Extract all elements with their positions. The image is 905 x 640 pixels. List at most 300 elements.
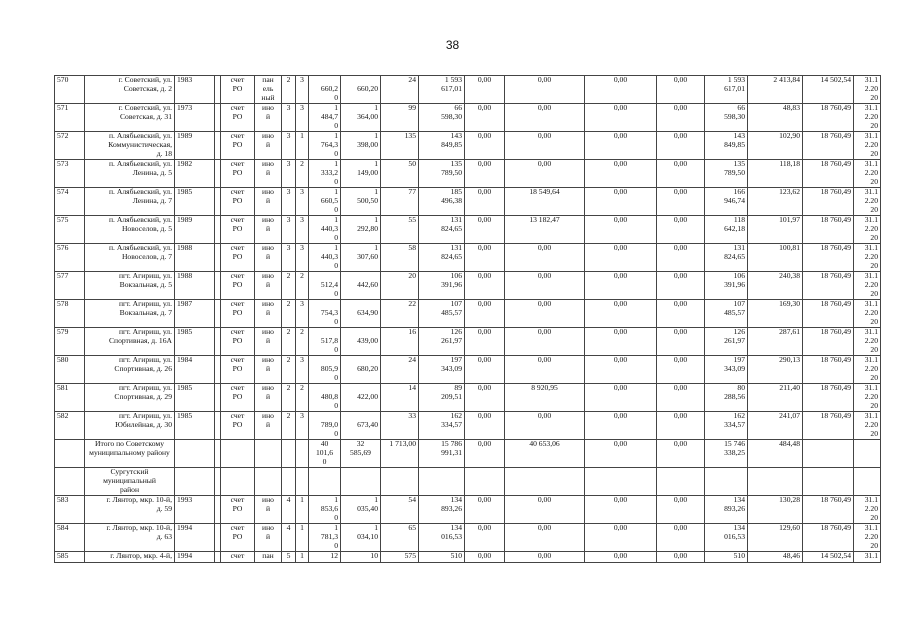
table-row	[55, 104, 881, 132]
cell-total-cost: 1 593 617,01	[419, 76, 465, 104]
table-row	[55, 384, 881, 412]
cell-total-cost: 66 598,30	[419, 104, 465, 132]
cell-floors: 3	[282, 132, 296, 160]
cell-unit-cost: 129,60	[748, 523, 803, 551]
cell-deadline: 31.1 2.20 20	[854, 216, 881, 244]
cell-entrances: 3	[296, 300, 309, 328]
cell-max-cost: 18 760,49	[803, 495, 854, 523]
cell-fund-total: 126 261,97	[705, 328, 748, 356]
cell-empty	[175, 440, 215, 468]
cell-year: 1994	[175, 523, 215, 551]
cell-empty	[854, 468, 881, 496]
cell-living-area: 1 292,80	[341, 216, 381, 244]
cell-regional-funds: 0,00	[505, 356, 585, 384]
cell-residents: 575	[381, 551, 419, 562]
cell-empty	[296, 440, 309, 468]
cell-federal-funds: 0,00	[465, 551, 505, 562]
cell-living-area: 660,20	[341, 76, 381, 104]
cell-unit-cost: 48,46	[748, 551, 803, 562]
cell-total-area: 754,3 0	[309, 300, 341, 328]
cell-total-area: 1 660,5 0	[309, 188, 341, 216]
table-row	[55, 300, 881, 328]
cell-living-area: 1 034,10	[341, 523, 381, 551]
cell-residents: 16	[381, 328, 419, 356]
cell-account: счет РО	[221, 412, 255, 440]
cell-empty	[282, 468, 296, 496]
cell-deadline: 31.1 2.20 20	[854, 495, 881, 523]
cell-living-area: 439,00	[341, 328, 381, 356]
cell-fund-total: 66 598,30	[705, 104, 748, 132]
cell-local-funds: 0,00	[585, 356, 657, 384]
cell-empty	[55, 440, 85, 468]
cell-fund-total: 1 593 617,01	[705, 76, 748, 104]
cell-living-area: 1 500,50	[341, 188, 381, 216]
cell-total-cost: 185 496,38	[419, 188, 465, 216]
cell-fund-total: 106 391,96	[705, 272, 748, 300]
cell-total-area: 512,4 0	[309, 272, 341, 300]
cell-wall-material: ино й	[255, 104, 282, 132]
cell-floors: 3	[282, 244, 296, 272]
cell-total-cost: 134 016,53	[419, 523, 465, 551]
cell-year: 1984	[175, 356, 215, 384]
cell-empty	[175, 468, 215, 496]
cell-number: 581	[55, 384, 85, 412]
total-unit-cost: 484,48	[748, 440, 803, 468]
cell-unit-cost: 101,97	[748, 216, 803, 244]
cell-total-cost: 131 824,65	[419, 216, 465, 244]
cell-year: 1985	[175, 188, 215, 216]
total-area: 40 101,6 0	[309, 440, 341, 468]
cell-account: счет РО	[221, 160, 255, 188]
cell-residents: 24	[381, 76, 419, 104]
cell-max-cost: 18 760,49	[803, 244, 854, 272]
cell-total-cost: 162 334,57	[419, 412, 465, 440]
cell-residents: 50	[381, 160, 419, 188]
cell-year: 1987	[175, 300, 215, 328]
cell-wall-material: ино й	[255, 523, 282, 551]
cell-fund-total: 143 849,85	[705, 132, 748, 160]
cell-total-area: 1 853,6 0	[309, 495, 341, 523]
cell-floors: 5	[282, 551, 296, 562]
cell-address: п. Алябьевский, ул. Новоселов, д. 5	[85, 216, 175, 244]
cell-federal-funds: 0,00	[465, 523, 505, 551]
cell-total-area: 1 781,3 0	[309, 523, 341, 551]
cell-total-cost: 143 849,85	[419, 132, 465, 160]
cell-living-area: 673,40	[341, 412, 381, 440]
cell-max-cost: 18 760,49	[803, 216, 854, 244]
cell-federal-funds: 0,00	[465, 356, 505, 384]
cell-account: счет РО	[221, 76, 255, 104]
cell-federal-funds: 0,00	[465, 76, 505, 104]
cell-entrances: 3	[296, 188, 309, 216]
cell-regional-funds: 0,00	[505, 300, 585, 328]
cell-fund-total: 197 343,09	[705, 356, 748, 384]
cell-unit-cost: 169,30	[748, 300, 803, 328]
cell-max-cost: 18 760,49	[803, 132, 854, 160]
cell-federal-funds: 0,00	[465, 132, 505, 160]
cell-fund-total: 118 642,18	[705, 216, 748, 244]
table-row	[55, 328, 881, 356]
cell-empty	[705, 468, 748, 496]
table-row	[55, 412, 881, 440]
cell-federal-funds: 0,00	[465, 244, 505, 272]
total-federal: 0,00	[465, 440, 505, 468]
table-row	[55, 76, 881, 104]
cell-federal-funds: 0,00	[465, 160, 505, 188]
cell-wall-material: ино й	[255, 328, 282, 356]
cell-number: 582	[55, 412, 85, 440]
cell-number: 577	[55, 272, 85, 300]
cell-unit-cost: 211,40	[748, 384, 803, 412]
cell-owner-funds: 0,00	[657, 300, 705, 328]
cell-fund-total: 107 485,57	[705, 300, 748, 328]
cell-wall-material: ино й	[255, 160, 282, 188]
cell-residents: 99	[381, 104, 419, 132]
cell-year: 1985	[175, 328, 215, 356]
cell-regional-funds: 0,00	[505, 160, 585, 188]
cell-floors: 2	[282, 384, 296, 412]
table-row	[55, 272, 881, 300]
cell-regional-funds: 0,00	[505, 76, 585, 104]
cell-entrances: 1	[296, 495, 309, 523]
cell-federal-funds: 0,00	[465, 300, 505, 328]
cell-address: пгт. Агириш, ул. Спортивная, д. 16А	[85, 328, 175, 356]
cell-unit-cost: 100,81	[748, 244, 803, 272]
cell-floors: 3	[282, 104, 296, 132]
cell-local-funds: 0,00	[585, 384, 657, 412]
cell-floors: 2	[282, 76, 296, 104]
cell-address: п. Алябьевский, ул. Коммунистическая, д. 18	[85, 132, 175, 160]
cell-fund-total: 166 946,74	[705, 188, 748, 216]
cell-regional-funds: 18 549,64	[505, 188, 585, 216]
cell-fund-total: 131 824,65	[705, 244, 748, 272]
cell-living-area: 10	[341, 551, 381, 562]
cell-owner-funds: 0,00	[657, 272, 705, 300]
cell-total-cost: 135 789,50	[419, 160, 465, 188]
cell-total-cost: 134 893,26	[419, 495, 465, 523]
cell-regional-funds: 13 182,47	[505, 216, 585, 244]
total-fund: 15 746 338,25	[705, 440, 748, 468]
cell-max-cost: 18 760,49	[803, 384, 854, 412]
cell-empty	[657, 468, 705, 496]
cell-residents: 65	[381, 523, 419, 551]
cell-wall-material: ино й	[255, 300, 282, 328]
cell-number: 574	[55, 188, 85, 216]
cell-empty	[55, 468, 85, 496]
cell-account: счет РО	[221, 216, 255, 244]
cell-local-funds: 0,00	[585, 495, 657, 523]
cell-wall-material: ино й	[255, 216, 282, 244]
cell-floors: 3	[282, 216, 296, 244]
cell-federal-funds: 0,00	[465, 412, 505, 440]
cell-federal-funds: 0,00	[465, 104, 505, 132]
cell-address: пгт. Агириш, ул. Юбилейная, д. 30	[85, 412, 175, 440]
cell-owner-funds: 0,00	[657, 244, 705, 272]
cell-local-funds: 0,00	[585, 160, 657, 188]
cell-local-funds: 0,00	[585, 132, 657, 160]
cell-unit-cost: 48,83	[748, 104, 803, 132]
cell-federal-funds: 0,00	[465, 384, 505, 412]
cell-entrances: 2	[296, 160, 309, 188]
cell-total-cost: 126 261,97	[419, 328, 465, 356]
cell-max-cost: 18 760,49	[803, 523, 854, 551]
cell-unit-cost: 130,28	[748, 495, 803, 523]
cell-floors: 2	[282, 300, 296, 328]
cell-floors: 2	[282, 328, 296, 356]
cell-total-cost: 89 209,51	[419, 384, 465, 412]
cell-year: 1989	[175, 216, 215, 244]
cell-owner-funds: 0,00	[657, 104, 705, 132]
cell-local-funds: 0,00	[585, 300, 657, 328]
cell-account: счет РО	[221, 272, 255, 300]
cell-account: счет РО	[221, 328, 255, 356]
cell-federal-funds: 0,00	[465, 495, 505, 523]
cell-owner-funds: 0,00	[657, 132, 705, 160]
cell-deadline: 31.1 2.20 20	[854, 76, 881, 104]
table-body	[55, 76, 881, 563]
cell-unit-cost: 241,07	[748, 412, 803, 440]
cell-account: счет РО	[221, 132, 255, 160]
cell-living-area: 1 307,60	[341, 244, 381, 272]
cell-wall-material: ино й	[255, 356, 282, 384]
cell-floors: 4	[282, 523, 296, 551]
cell-total-area: 1 333,2 0	[309, 160, 341, 188]
cell-max-cost: 18 760,49	[803, 188, 854, 216]
cell-year: 1982	[175, 160, 215, 188]
cell-empty	[803, 440, 854, 468]
cell-entrances: 1	[296, 551, 309, 562]
cell-residents: 77	[381, 188, 419, 216]
cell-owner-funds: 0,00	[657, 495, 705, 523]
cell-entrances: 3	[296, 412, 309, 440]
cell-number: 584	[55, 523, 85, 551]
cell-empty	[465, 468, 505, 496]
cell-floors: 2	[282, 412, 296, 440]
table-row	[55, 551, 881, 562]
cell-owner-funds: 0,00	[657, 523, 705, 551]
total-residents: 1 713,00	[381, 440, 419, 468]
cell-deadline: 31.1 2.20 20	[854, 300, 881, 328]
cell-deadline: 31.1 2.20 20	[854, 328, 881, 356]
cell-address: пгт. Агириш, ул. Спортивная, д. 29	[85, 384, 175, 412]
cell-year: 1988	[175, 272, 215, 300]
cell-living-area: 1 035,40	[341, 495, 381, 523]
cell-address: г. Лянтор, мкр. 10-й, д. 63	[85, 523, 175, 551]
cell-local-funds: 0,00	[585, 76, 657, 104]
cell-local-funds: 0,00	[585, 272, 657, 300]
cell-owner-funds: 0,00	[657, 551, 705, 562]
cell-total-area: 12	[309, 551, 341, 562]
cell-floors: 2	[282, 272, 296, 300]
cell-regional-funds: 0,00	[505, 244, 585, 272]
cell-year: 1983	[175, 76, 215, 104]
cell-total-area: 1 764,3 0	[309, 132, 341, 160]
cell-empty	[803, 468, 854, 496]
total-cost: 15 786 991,31	[419, 440, 465, 468]
cell-wall-material: ино й	[255, 244, 282, 272]
cell-number: 572	[55, 132, 85, 160]
section-label: Сургутский муниципальный район	[85, 468, 175, 496]
cell-wall-material: ино й	[255, 272, 282, 300]
cell-empty	[221, 468, 255, 496]
cell-number: 576	[55, 244, 85, 272]
cell-unit-cost: 102,90	[748, 132, 803, 160]
cell-living-area: 1 398,00	[341, 132, 381, 160]
total-local: 0,00	[585, 440, 657, 468]
table-row	[55, 160, 881, 188]
cell-floors: 2	[282, 356, 296, 384]
cell-unit-cost: 2 413,84	[748, 76, 803, 104]
cell-total-area: 660,2 0	[309, 76, 341, 104]
cell-local-funds: 0,00	[585, 523, 657, 551]
cell-address: г. Лянтор, мкр. 10-й, д. 59	[85, 495, 175, 523]
cell-account: счет РО	[221, 495, 255, 523]
cell-entrances: 1	[296, 523, 309, 551]
table-row	[55, 356, 881, 384]
cell-address: п. Алябьевский, ул. Новоселов, д. 7	[85, 244, 175, 272]
cell-wall-material: ино й	[255, 188, 282, 216]
cell-deadline: 31.1 2.20 20	[854, 188, 881, 216]
housing-register-table	[54, 75, 881, 563]
cell-number: 578	[55, 300, 85, 328]
cell-residents: 33	[381, 412, 419, 440]
cell-deadline: 31.1 2.20 20	[854, 356, 881, 384]
cell-account: счет РО	[221, 300, 255, 328]
cell-fund-total: 80 288,56	[705, 384, 748, 412]
cell-empty	[505, 468, 585, 496]
cell-deadline: 31.1 2.20 20	[854, 104, 881, 132]
cell-empty	[419, 468, 465, 496]
cell-deadline: 31.1 2.20 20	[854, 160, 881, 188]
cell-max-cost: 18 760,49	[803, 272, 854, 300]
cell-total-cost: 197 343,09	[419, 356, 465, 384]
cell-number: 580	[55, 356, 85, 384]
cell-floors: 3	[282, 160, 296, 188]
cell-residents: 55	[381, 216, 419, 244]
cell-total-cost: 106 391,96	[419, 272, 465, 300]
cell-year: 1985	[175, 384, 215, 412]
cell-deadline: 31.1 2.20 20	[854, 523, 881, 551]
cell-unit-cost: 118,18	[748, 160, 803, 188]
cell-number: 583	[55, 495, 85, 523]
cell-local-funds: 0,00	[585, 244, 657, 272]
cell-address: п. Алябьевский, ул. Ленина, д. 5	[85, 160, 175, 188]
cell-unit-cost: 240,38	[748, 272, 803, 300]
table-row	[55, 495, 881, 523]
cell-year: 1973	[175, 104, 215, 132]
cell-empty	[309, 468, 341, 496]
total-living-area: 32 585,69	[341, 440, 381, 468]
cell-number: 579	[55, 328, 85, 356]
cell-address: г. Советский, ул. Советская, д. 2	[85, 76, 175, 104]
cell-living-area: 1 364,00	[341, 104, 381, 132]
cell-year: 1994	[175, 551, 215, 562]
cell-max-cost: 18 760,49	[803, 356, 854, 384]
cell-residents: 58	[381, 244, 419, 272]
cell-total-area: 805,9 0	[309, 356, 341, 384]
cell-unit-cost: 123,62	[748, 188, 803, 216]
cell-number: 585	[55, 551, 85, 562]
cell-year: 1985	[175, 412, 215, 440]
cell-residents: 135	[381, 132, 419, 160]
cell-empty	[255, 468, 282, 496]
cell-local-funds: 0,00	[585, 551, 657, 562]
cell-entrances: 3	[296, 244, 309, 272]
table-row	[55, 244, 881, 272]
cell-max-cost: 18 760,49	[803, 328, 854, 356]
cell-total-cost: 510	[419, 551, 465, 562]
total-label: Итого по Советскому муниципальному району	[85, 440, 175, 468]
cell-wall-material: ино й	[255, 384, 282, 412]
cell-address: г. Лянтор, мкр. 4-й,	[85, 551, 175, 562]
table-row	[55, 188, 881, 216]
cell-floors: 4	[282, 495, 296, 523]
cell-owner-funds: 0,00	[657, 356, 705, 384]
cell-unit-cost: 290,13	[748, 356, 803, 384]
cell-address: пгт. Агириш, ул. Вокзальная, д. 5	[85, 272, 175, 300]
cell-living-area: 680,20	[341, 356, 381, 384]
cell-federal-funds: 0,00	[465, 188, 505, 216]
cell-number: 570	[55, 76, 85, 104]
cell-fund-total: 134 016,53	[705, 523, 748, 551]
cell-wall-material: ино й	[255, 412, 282, 440]
cell-max-cost: 14 502,54	[803, 551, 854, 562]
cell-regional-funds: 0,00	[505, 272, 585, 300]
cell-empty	[381, 468, 419, 496]
cell-account: счет РО	[221, 384, 255, 412]
cell-owner-funds: 0,00	[657, 384, 705, 412]
cell-max-cost: 18 760,49	[803, 300, 854, 328]
cell-empty	[748, 468, 803, 496]
cell-residents: 14	[381, 384, 419, 412]
cell-account: счет РО	[221, 523, 255, 551]
cell-unit-cost: 287,61	[748, 328, 803, 356]
cell-regional-funds: 0,00	[505, 412, 585, 440]
cell-empty	[255, 440, 282, 468]
cell-total-area: 789,0 0	[309, 412, 341, 440]
cell-wall-material: ино й	[255, 132, 282, 160]
cell-entrances: 2	[296, 328, 309, 356]
cell-owner-funds: 0,00	[657, 216, 705, 244]
cell-regional-funds: 0,00	[505, 104, 585, 132]
table-row	[55, 216, 881, 244]
cell-owner-funds: 0,00	[657, 188, 705, 216]
cell-owner-funds: 0,00	[657, 412, 705, 440]
table-row	[55, 523, 881, 551]
cell-address: пгт. Агириш, ул. Вокзальная, д. 7	[85, 300, 175, 328]
total-owners: 0,00	[657, 440, 705, 468]
total-regional: 40 653,06	[505, 440, 585, 468]
cell-deadline: 31.1 2.20 20	[854, 272, 881, 300]
cell-wall-material: пан ель ный	[255, 76, 282, 104]
cell-owner-funds: 0,00	[657, 328, 705, 356]
cell-account: счет РО	[221, 188, 255, 216]
cell-living-area: 1 149,00	[341, 160, 381, 188]
cell-account: счет	[221, 551, 255, 562]
cell-fund-total: 510	[705, 551, 748, 562]
page-number: 38	[445, 38, 460, 52]
cell-living-area: 422,00	[341, 384, 381, 412]
cell-total-area: 1 440,3 0	[309, 216, 341, 244]
cell-account: счет РО	[221, 104, 255, 132]
cell-fund-total: 135 789,50	[705, 160, 748, 188]
cell-entrances: 1	[296, 132, 309, 160]
cell-entrances: 2	[296, 384, 309, 412]
cell-address: пгт. Агириш, ул. Спортивная, д. 26	[85, 356, 175, 384]
cell-federal-funds: 0,00	[465, 272, 505, 300]
cell-year: 1989	[175, 132, 215, 160]
cell-max-cost: 18 760,49	[803, 160, 854, 188]
